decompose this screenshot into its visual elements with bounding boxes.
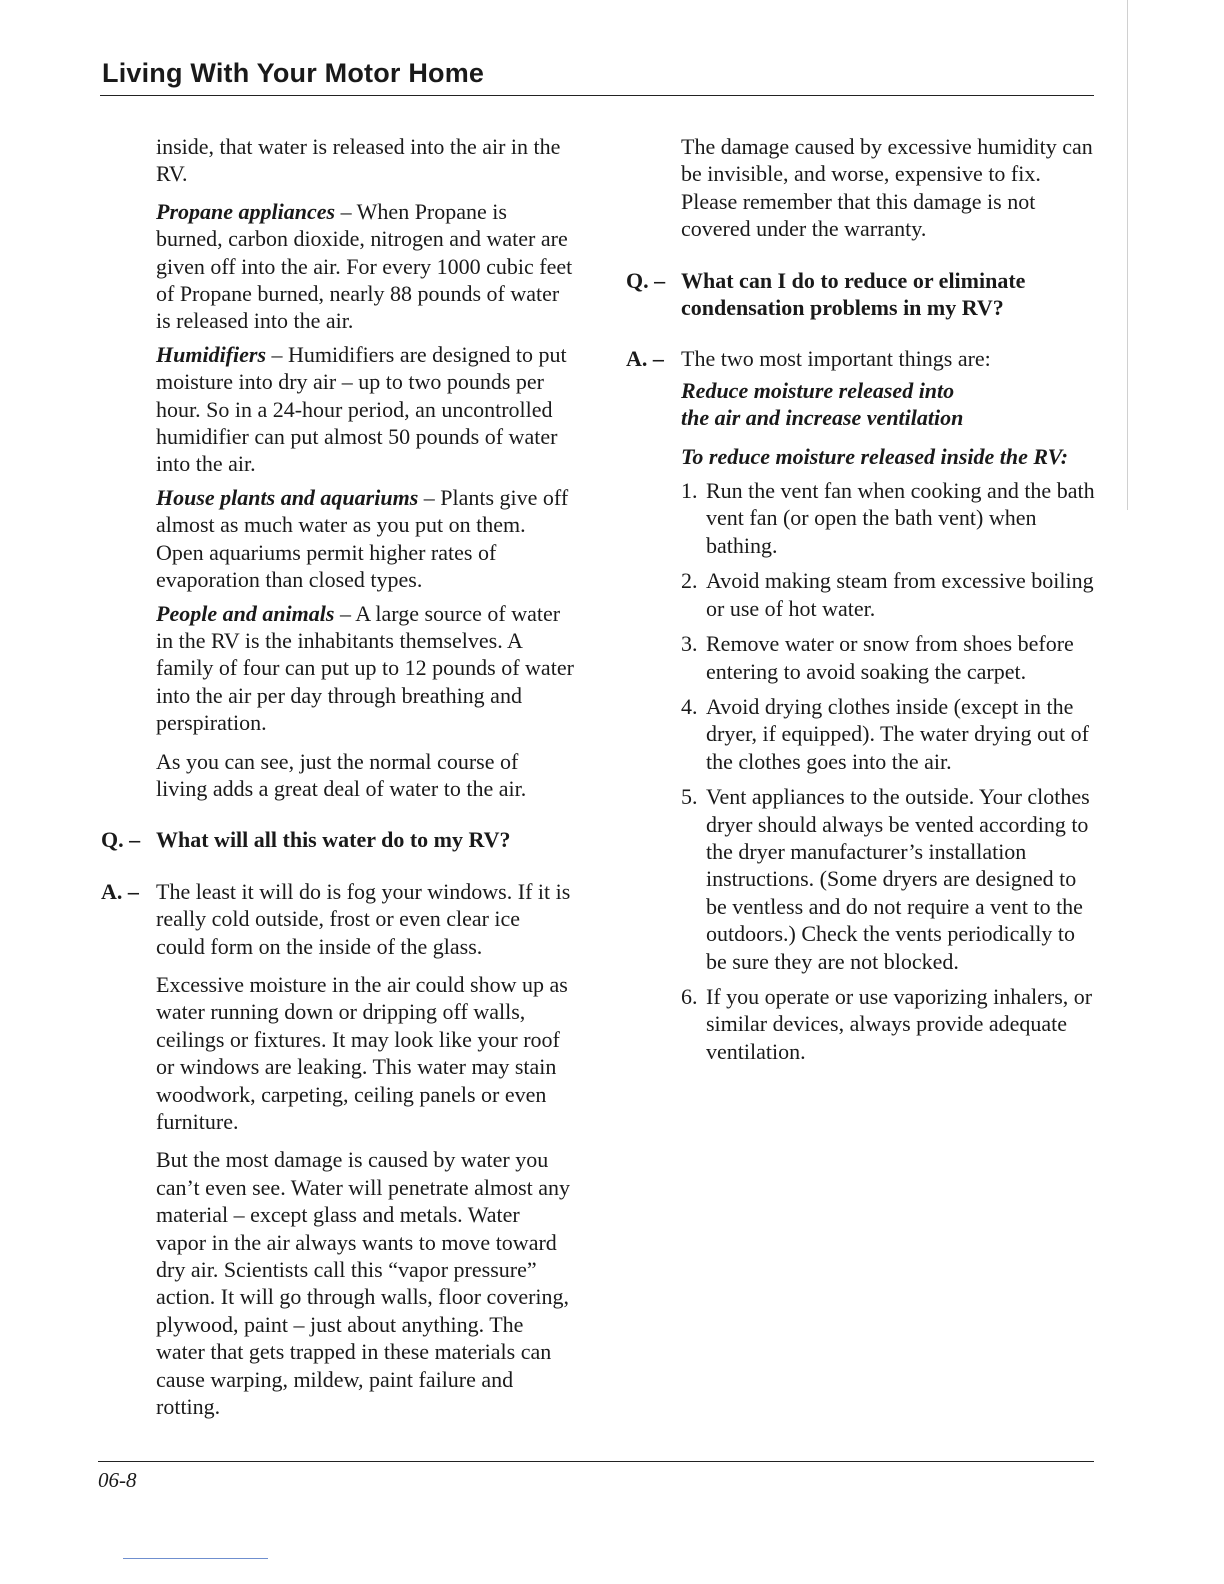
scan-margin-line [1127,0,1128,510]
list-text: Remove water or snow from shoes before entering to avoid soaking the carpet. [706,631,1074,684]
list-item [681,983,1095,1065]
source-term: Propane appliances [156,198,336,224]
intro-paragraph: inside, that water is released into the air in the RV. [156,134,561,187]
answer-2 [626,345,1095,372]
list-text: Avoid drying clothes inside (except in the dryer, if equipped). The water drying out of the clothes goes into the air. [706,693,1089,774]
source-text: – A large source of water in the RV is the inhabitants themselves. A family of four can put up to 12 pounds of water into the air per day through breathing and perspiration. [156,600,574,736]
list-number: 6. [681,983,698,1009]
damage-paragraph: But the most damage is caused by water you can’t even see. Water will penetrate almost any material – except glass and metals. Water vapor in the air always wants to move toward dry air. Scientists call this “vapor pressure” action. It will go through walls, floor covering, plywood, paint – just about anything. The water that gets trapped in these materials can cause warping, mildew, paint failure and rotting. [156,1147,571,1420]
right-column [626,133,1095,1065]
question-text: What can I do to reduce or eliminate condensation problems in my RV? [681,267,1026,321]
source-paragraph [156,341,574,478]
source-text: – When Propane is burned, carbon dioxide, nitrogen and water are given off into the air. For every 1000 cubic feet of Propane burned, nearly 88 pounds of water is released into the air. [156,198,573,334]
answer-mark-label: A. – [101,878,139,904]
question-2 [626,267,1095,322]
subheading: To reduce moisture released inside the RV: [681,443,1069,469]
page-header-title: Living With Your Motor Home [102,58,485,88]
list-text: If you operate or use vaporizing inhalers, or similar devices, always provide adequate ventilation. [706,983,1093,1064]
source-paragraph [156,198,574,335]
list-number: 4. [681,693,698,719]
steps-list [681,477,1095,1065]
source-term: House plants and aquariums [156,484,419,510]
question-mark-label: Q. – [626,267,666,293]
header-divider [100,95,1094,96]
source-paragraph [156,600,574,737]
list-number: 1. [681,478,698,504]
emphasis-line: Reduce moisture released into [681,377,955,403]
source-term: People and animals [156,600,335,626]
footer-divider [98,1461,1094,1462]
scan-bottom-mark [123,1558,268,1559]
list-item [681,630,1095,685]
source-paragraph [156,484,574,594]
list-item [681,783,1095,975]
left-column [101,133,574,1420]
invisible-damage-paragraph: The damage caused by excessive humidity can be invisible, and worse, expensive to fix. Please remember that this damage is not covered under the warranty. [681,134,1093,242]
list-item [681,477,1095,559]
question-mark-label: Q. – [101,827,141,853]
question-1 [101,826,574,853]
list-number: 3. [681,631,698,657]
emphasis-line: the air and increase ventilation [681,405,964,431]
list-number: 5. [681,784,698,810]
page-number: 06-8 [98,1468,137,1492]
answer-text: The least it will do is fog your windows. If it is really cold outside, frost or even clear ice could form on the inside of the glass. [156,878,571,959]
source-text: – Humidifiers are designed to put moisture into dry air – up to two pounds per hour. So in a 24-hour period, an uncontrolled humidifier can put almost 50 pounds of water into the air. [156,341,567,477]
list-text: Avoid making steam from excessive boiling or use of hot water. [706,568,1094,621]
moisture-paragraph: Excessive moisture in the air could show up as water running down or dripping off walls, ceilings or fixtures. It may look like your roof or windows are leaking. This water may stain woodwork, carpeting, ceiling panels or even furniture. [156,971,568,1134]
list-text: Vent appliances to the outside. Your clothes dryer should always be vented according to the dryer manufacturer’s installation instructions. (Some dryers are designed to be ventless and do not require a vent to the outdoors.) Check the vents periodically to be sure they are not blocked. [706,784,1090,974]
question-text: What will all this water do to my RV? [156,827,511,853]
list-text: Run the vent fan when cooking and the bath vent fan (or open the bath vent) when bathing. [706,478,1095,558]
answer-text: The two most important things are: [681,346,991,372]
list-item [681,693,1095,775]
list-number: 2. [681,568,698,594]
source-term: Humidifiers [156,341,267,367]
source-text: – Plants give off almost as much water as you put on them. Open aquariums permit higher rates of evaporation than closed types. [156,484,569,593]
answer-mark-label: A. – [626,346,664,372]
list-item [681,567,1095,622]
answer-1 [101,878,574,960]
summary-paragraph: As you can see, just the normal course of living adds a great deal of water to the air. [156,748,527,801]
